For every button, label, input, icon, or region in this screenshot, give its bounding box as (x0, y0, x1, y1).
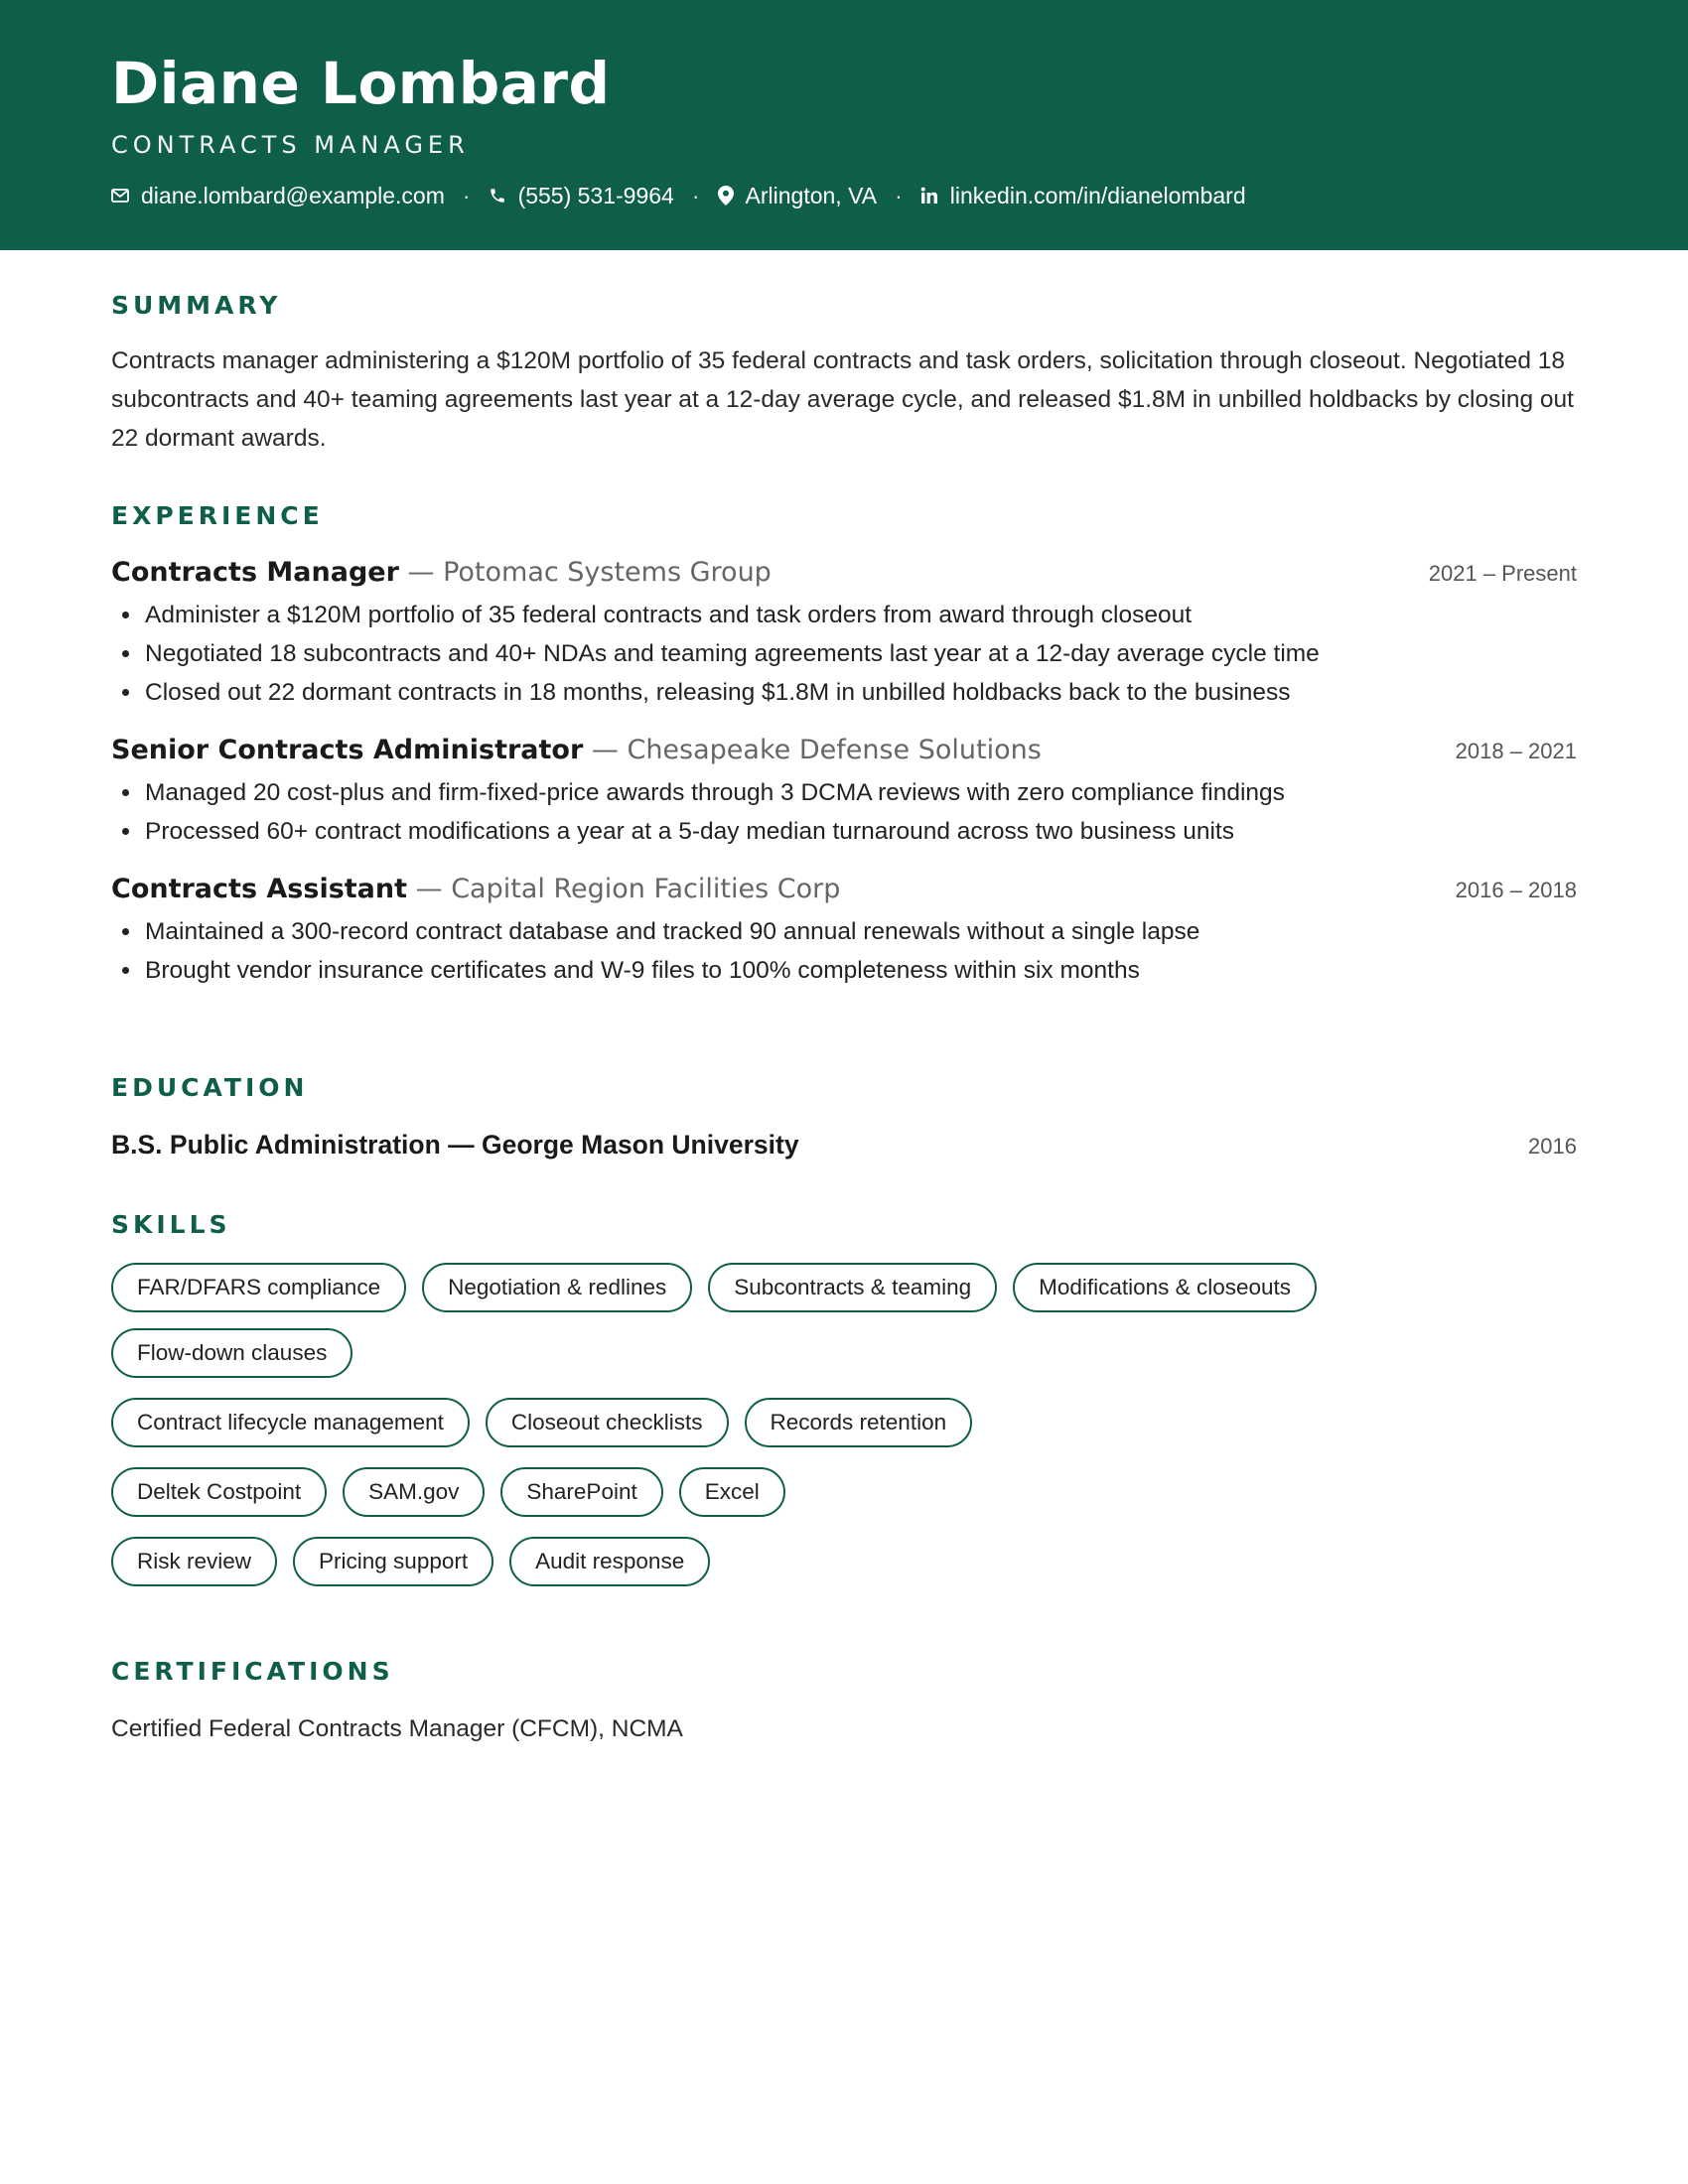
skill-chip: Deltek Costpoint (111, 1467, 327, 1517)
education-degree: B.S. Public Administration — George Mason University (111, 1130, 799, 1160)
skill-chip: Pricing support (293, 1537, 493, 1586)
section-title-summary: SUMMARY (111, 291, 282, 320)
skill-chip: Closeout checklists (486, 1398, 729, 1447)
job-header (111, 556, 1577, 588)
bullet-item: • Brought vendor insurance certificates and W-9 files to 100% completeness within six months (143, 951, 1577, 990)
skills-row (111, 1467, 1352, 1517)
contact-separator: · (691, 183, 700, 208)
job-company: — Potomac Systems Group (398, 557, 772, 588)
section-title-education: EDUCATION (111, 1073, 309, 1102)
resume-header (0, 0, 1688, 250)
bullet-item: • Administer a $120M portfolio of 35 federal contracts and task orders from award through closeout (143, 596, 1577, 634)
certification-text: Certified Federal Contracts Manager (CFCM), NCMA (111, 1715, 683, 1742)
skills-row (111, 1537, 1352, 1586)
linkedin-icon (920, 187, 938, 205)
job-dates: 2021 – Present (1428, 561, 1577, 586)
skill-chip: SharePoint (500, 1467, 662, 1517)
skill-chip: FAR/DFARS compliance (111, 1263, 406, 1312)
location-text: Arlington, VA (745, 183, 878, 208)
education-section (111, 1072, 1577, 1160)
contact-separator: · (462, 183, 471, 208)
skills-section (111, 1209, 1577, 1586)
job-entry (111, 734, 1577, 851)
summary-text: Contracts manager administering a $120M portfolio of 35 federal contracts and task orders, solicitation through closeout. Negotiated 18 subcontracts and 40+ teaming agreements last year at a 12-day average cycle, and released $1.8M in unbilled holdbacks by closing out 22 dormant awards. (111, 347, 1574, 452)
skill-chip: Contract lifecycle management (111, 1398, 470, 1447)
summary-section (111, 290, 1577, 458)
mail-icon (111, 189, 129, 203)
job-header (111, 873, 1577, 904)
job-company: — Chesapeake Defense Solutions (583, 735, 1042, 765)
location-pin-icon (718, 186, 734, 205)
education-year: 2016 (1528, 1134, 1577, 1159)
job-title: Senior Contracts Administrator (111, 735, 584, 765)
candidate-role: CONTRACTS MANAGER (111, 131, 470, 159)
section-title-experience: EXPERIENCE (111, 501, 324, 530)
job-title: Contracts Manager (111, 557, 399, 588)
candidate-name: Diane Lombard (111, 50, 611, 117)
experience-section (111, 500, 1577, 990)
section-title-certifications: CERTIFICATIONS (111, 1657, 394, 1686)
contact-linkedin[interactable] (920, 181, 1246, 210)
contact-phone[interactable] (489, 181, 674, 210)
skill-chip: Modifications & closeouts (1013, 1263, 1317, 1312)
skills-row (111, 1263, 1352, 1378)
linkedin-text: linkedin.com/in/dianelombard (949, 183, 1246, 208)
skill-chip: Records retention (745, 1398, 973, 1447)
bullet-item: • Processed 60+ contract modifications a year at a 5-day median turnaround across two business units (143, 812, 1577, 851)
job-bullets (111, 912, 1577, 990)
section-title-skills: SKILLS (111, 1210, 231, 1239)
phone-icon (489, 187, 506, 205)
bullet-item: • Negotiated 18 subcontracts and 40+ NDAs and teaming agreements last year at a 12-day average cycle time (143, 634, 1577, 673)
bullet-item: • Managed 20 cost-plus and firm-fixed-price awards through 3 DCMA reviews with zero compliance findings (143, 773, 1577, 812)
certifications-section (111, 1656, 1577, 1745)
skill-chip: SAM.gov (343, 1467, 485, 1517)
job-bullets (111, 596, 1577, 712)
job-company: — Capital Region Facilities Corp (407, 874, 841, 904)
job-bullets (111, 773, 1577, 851)
job-entry (111, 556, 1577, 712)
job-title: Contracts Assistant (111, 874, 408, 904)
job-entry (111, 873, 1577, 990)
skills-chips (111, 1263, 1352, 1586)
skill-chip: Audit response (509, 1537, 710, 1586)
skills-row (111, 1398, 1352, 1447)
skill-chip: Flow-down clauses (111, 1328, 352, 1378)
bullet-item: • Maintained a 300-record contract database and tracked 90 annual renewals without a single lapse (143, 912, 1577, 951)
skill-chip: Risk review (111, 1537, 277, 1586)
job-dates: 2018 – 2021 (1455, 739, 1577, 763)
phone-text: (555) 531-9964 (517, 183, 674, 208)
email-text: diane.lombard@example.com (141, 183, 445, 208)
job-header (111, 734, 1577, 765)
skill-chip: Subcontracts & teaming (708, 1263, 997, 1312)
contact-email[interactable] (111, 181, 445, 210)
education-entry (111, 1130, 1577, 1160)
job-dates: 2016 – 2018 (1455, 878, 1577, 902)
contact-bar (111, 181, 1577, 210)
contact-location (718, 181, 878, 210)
skill-chip: Excel (679, 1467, 785, 1517)
skill-chip: Negotiation & redlines (422, 1263, 692, 1312)
bullet-item: • Closed out 22 dormant contracts in 18 months, releasing $1.8M in unbilled holdbacks back to the business (143, 673, 1577, 712)
contact-separator: · (895, 183, 903, 208)
